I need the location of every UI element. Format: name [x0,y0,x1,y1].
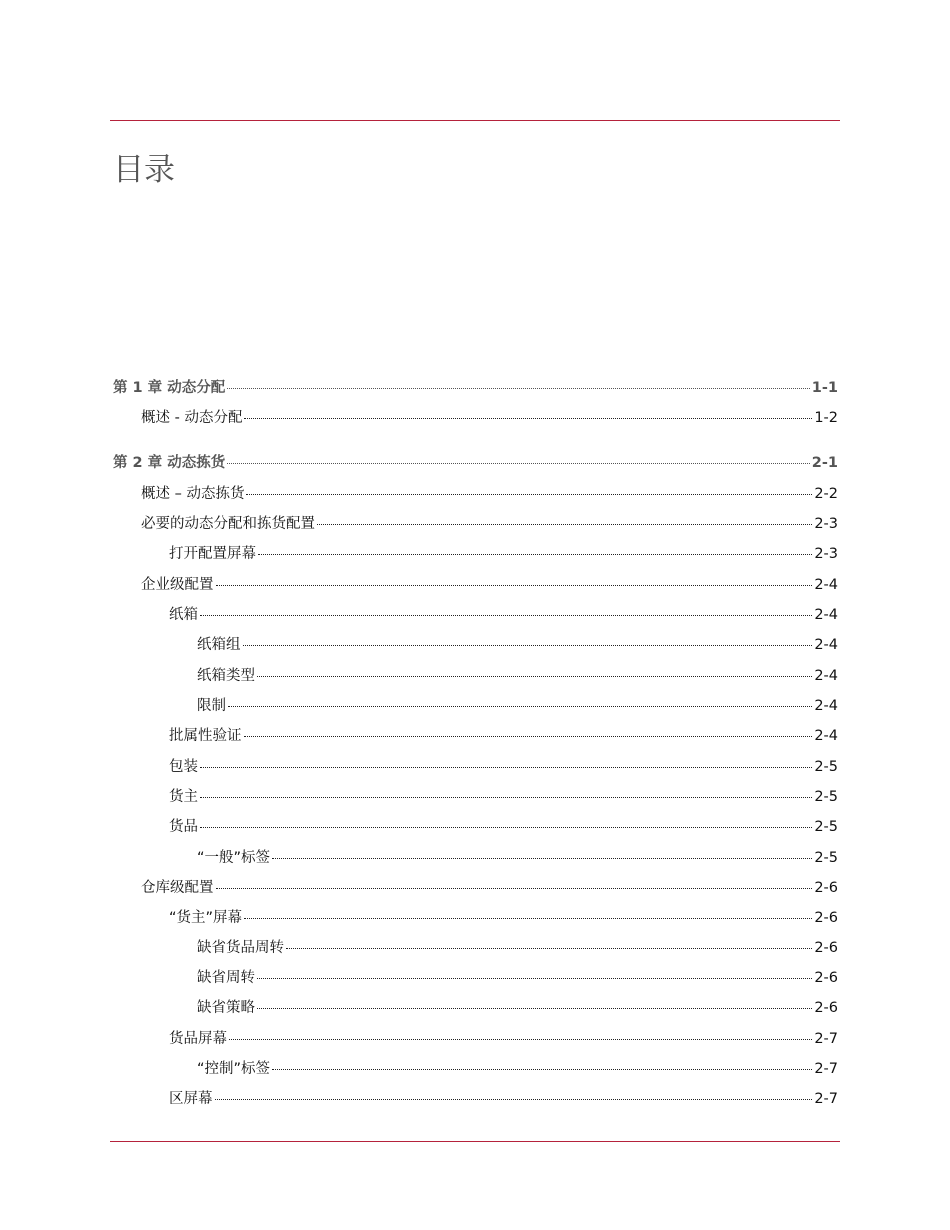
toc-entry[interactable] [197,695,838,717]
toc-entry-page: 2-4 [814,607,838,623]
toc-leader-dots [272,1069,812,1070]
toc-entry[interactable] [169,1028,838,1050]
toc-entry-text: 第 1 章 动态分配 [113,380,226,396]
toc-entry-chapter-2[interactable] [113,452,838,474]
toc-entry-page: 2-7 [814,1091,838,1107]
toc-entry-text: 缺省策略 [197,1000,255,1016]
toc-entry-text: 第 2 章 动态拣货 [113,455,226,471]
toc-leader-dots [257,978,812,979]
toc-leader-dots [317,524,812,525]
toc-leader-dots [200,827,812,828]
toc-entry[interactable] [169,786,838,808]
toc-entry[interactable] [141,407,838,429]
toc-entry[interactable] [141,513,838,535]
toc-entry[interactable] [197,847,838,869]
toc-entry-text: 企业级配置 [141,577,214,593]
toc-entry-text: 概述 - 动态分配 [141,410,243,426]
toc-entry-page: 2-4 [814,728,838,744]
toc-entry-page: 2-3 [814,546,838,562]
toc-entry[interactable] [197,967,838,989]
toc-leader-dots [257,676,812,677]
toc-entry-page: 2-6 [814,910,838,926]
toc-entry[interactable] [169,725,838,747]
toc-entry-page: 1-1 [811,380,838,396]
toc-entry[interactable] [169,604,838,626]
toc-entry-text: 纸箱组 [197,637,241,653]
toc-entry-page: 2-5 [814,759,838,775]
toc-leader-dots [286,948,812,949]
toc-entry[interactable] [197,634,838,656]
toc-leader-dots [228,706,812,707]
footer-rule [110,1141,840,1142]
toc-entry[interactable] [197,665,838,687]
toc-entry-text: 概述 – 动态拣货 [141,486,245,502]
toc-entry[interactable] [141,483,838,505]
toc-leader-dots [246,494,812,495]
toc-entry-page: 2-6 [814,970,838,986]
toc-entry-page: 2-1 [811,455,838,471]
toc-leader-dots [243,645,813,646]
toc-entry[interactable] [169,756,838,778]
toc-entry-page: 2-4 [814,637,838,653]
toc-entry[interactable] [197,997,838,1019]
toc-entry-page: 2-7 [814,1061,838,1077]
toc-entry-page: 2-4 [814,668,838,684]
toc-entry-text: 限制 [197,698,226,714]
toc-entry-page: 2-5 [814,789,838,805]
toc-entry-text: “一般”标签 [197,850,271,866]
toc-entry[interactable] [169,1088,838,1110]
toc-entry-text: 批属性验证 [169,728,242,744]
toc-leader-dots [227,388,810,389]
toc-leader-dots [229,1039,812,1040]
toc-entry[interactable] [197,1058,838,1080]
toc-entry-page: 2-6 [814,940,838,956]
toc-entry[interactable] [169,907,838,929]
toc-entry-page: 2-6 [814,1000,838,1016]
toc-entry[interactable] [169,816,838,838]
toc-entry-text: 纸箱 [169,607,198,623]
toc-entry-text: 仓库级配置 [141,880,214,896]
toc-entry-text: 缺省货品周转 [197,940,284,956]
toc-leader-dots [244,418,812,419]
toc-entry[interactable] [197,937,838,959]
toc-entry-page: 2-2 [814,486,838,502]
toc-entry-page: 2-7 [814,1031,838,1047]
toc-leader-dots [244,918,812,919]
toc-leader-dots [216,585,813,586]
toc-leader-dots [216,888,813,889]
toc-entry[interactable] [141,574,838,596]
toc-entry-page: 2-4 [814,577,838,593]
toc-leader-dots [227,463,810,464]
toc-entry-text: 包装 [169,759,198,775]
toc-entry-text: 缺省周转 [197,970,255,986]
toc-leader-dots [244,736,813,737]
toc-entry[interactable] [141,877,838,899]
page-title: 目录 [113,152,175,188]
toc-leader-dots [272,858,812,859]
toc-entry-text: 区屏幕 [169,1091,213,1107]
toc-leader-dots [215,1099,813,1100]
toc-entry-page: 1-2 [814,410,838,426]
toc-entry-page: 2-4 [814,698,838,714]
toc-entry-page: 2-3 [814,516,838,532]
toc-entry-text: 必要的动态分配和拣货配置 [141,516,315,532]
toc-entry-page: 2-5 [814,819,838,835]
toc-entry-text: “控制”标签 [197,1061,271,1077]
toc-entry-page: 2-6 [814,880,838,896]
toc-entry-text: 货品屏幕 [169,1031,227,1047]
toc-leader-dots [200,797,812,798]
toc-entry-page: 2-5 [814,850,838,866]
toc-leader-dots [258,554,812,555]
toc-entry-text: 打开配置屏幕 [169,546,256,562]
toc-leader-dots [200,767,812,768]
toc-entry-chapter-1[interactable] [113,377,838,399]
toc-entry-text: 纸箱类型 [197,668,255,684]
toc-entry[interactable] [169,543,838,565]
toc-entry-text: “货主”屏幕 [169,910,243,926]
toc-leader-dots [200,615,812,616]
toc-leader-dots [257,1008,812,1009]
toc-entry-text: 货品 [169,819,198,835]
toc-entry-text: 货主 [169,789,198,805]
